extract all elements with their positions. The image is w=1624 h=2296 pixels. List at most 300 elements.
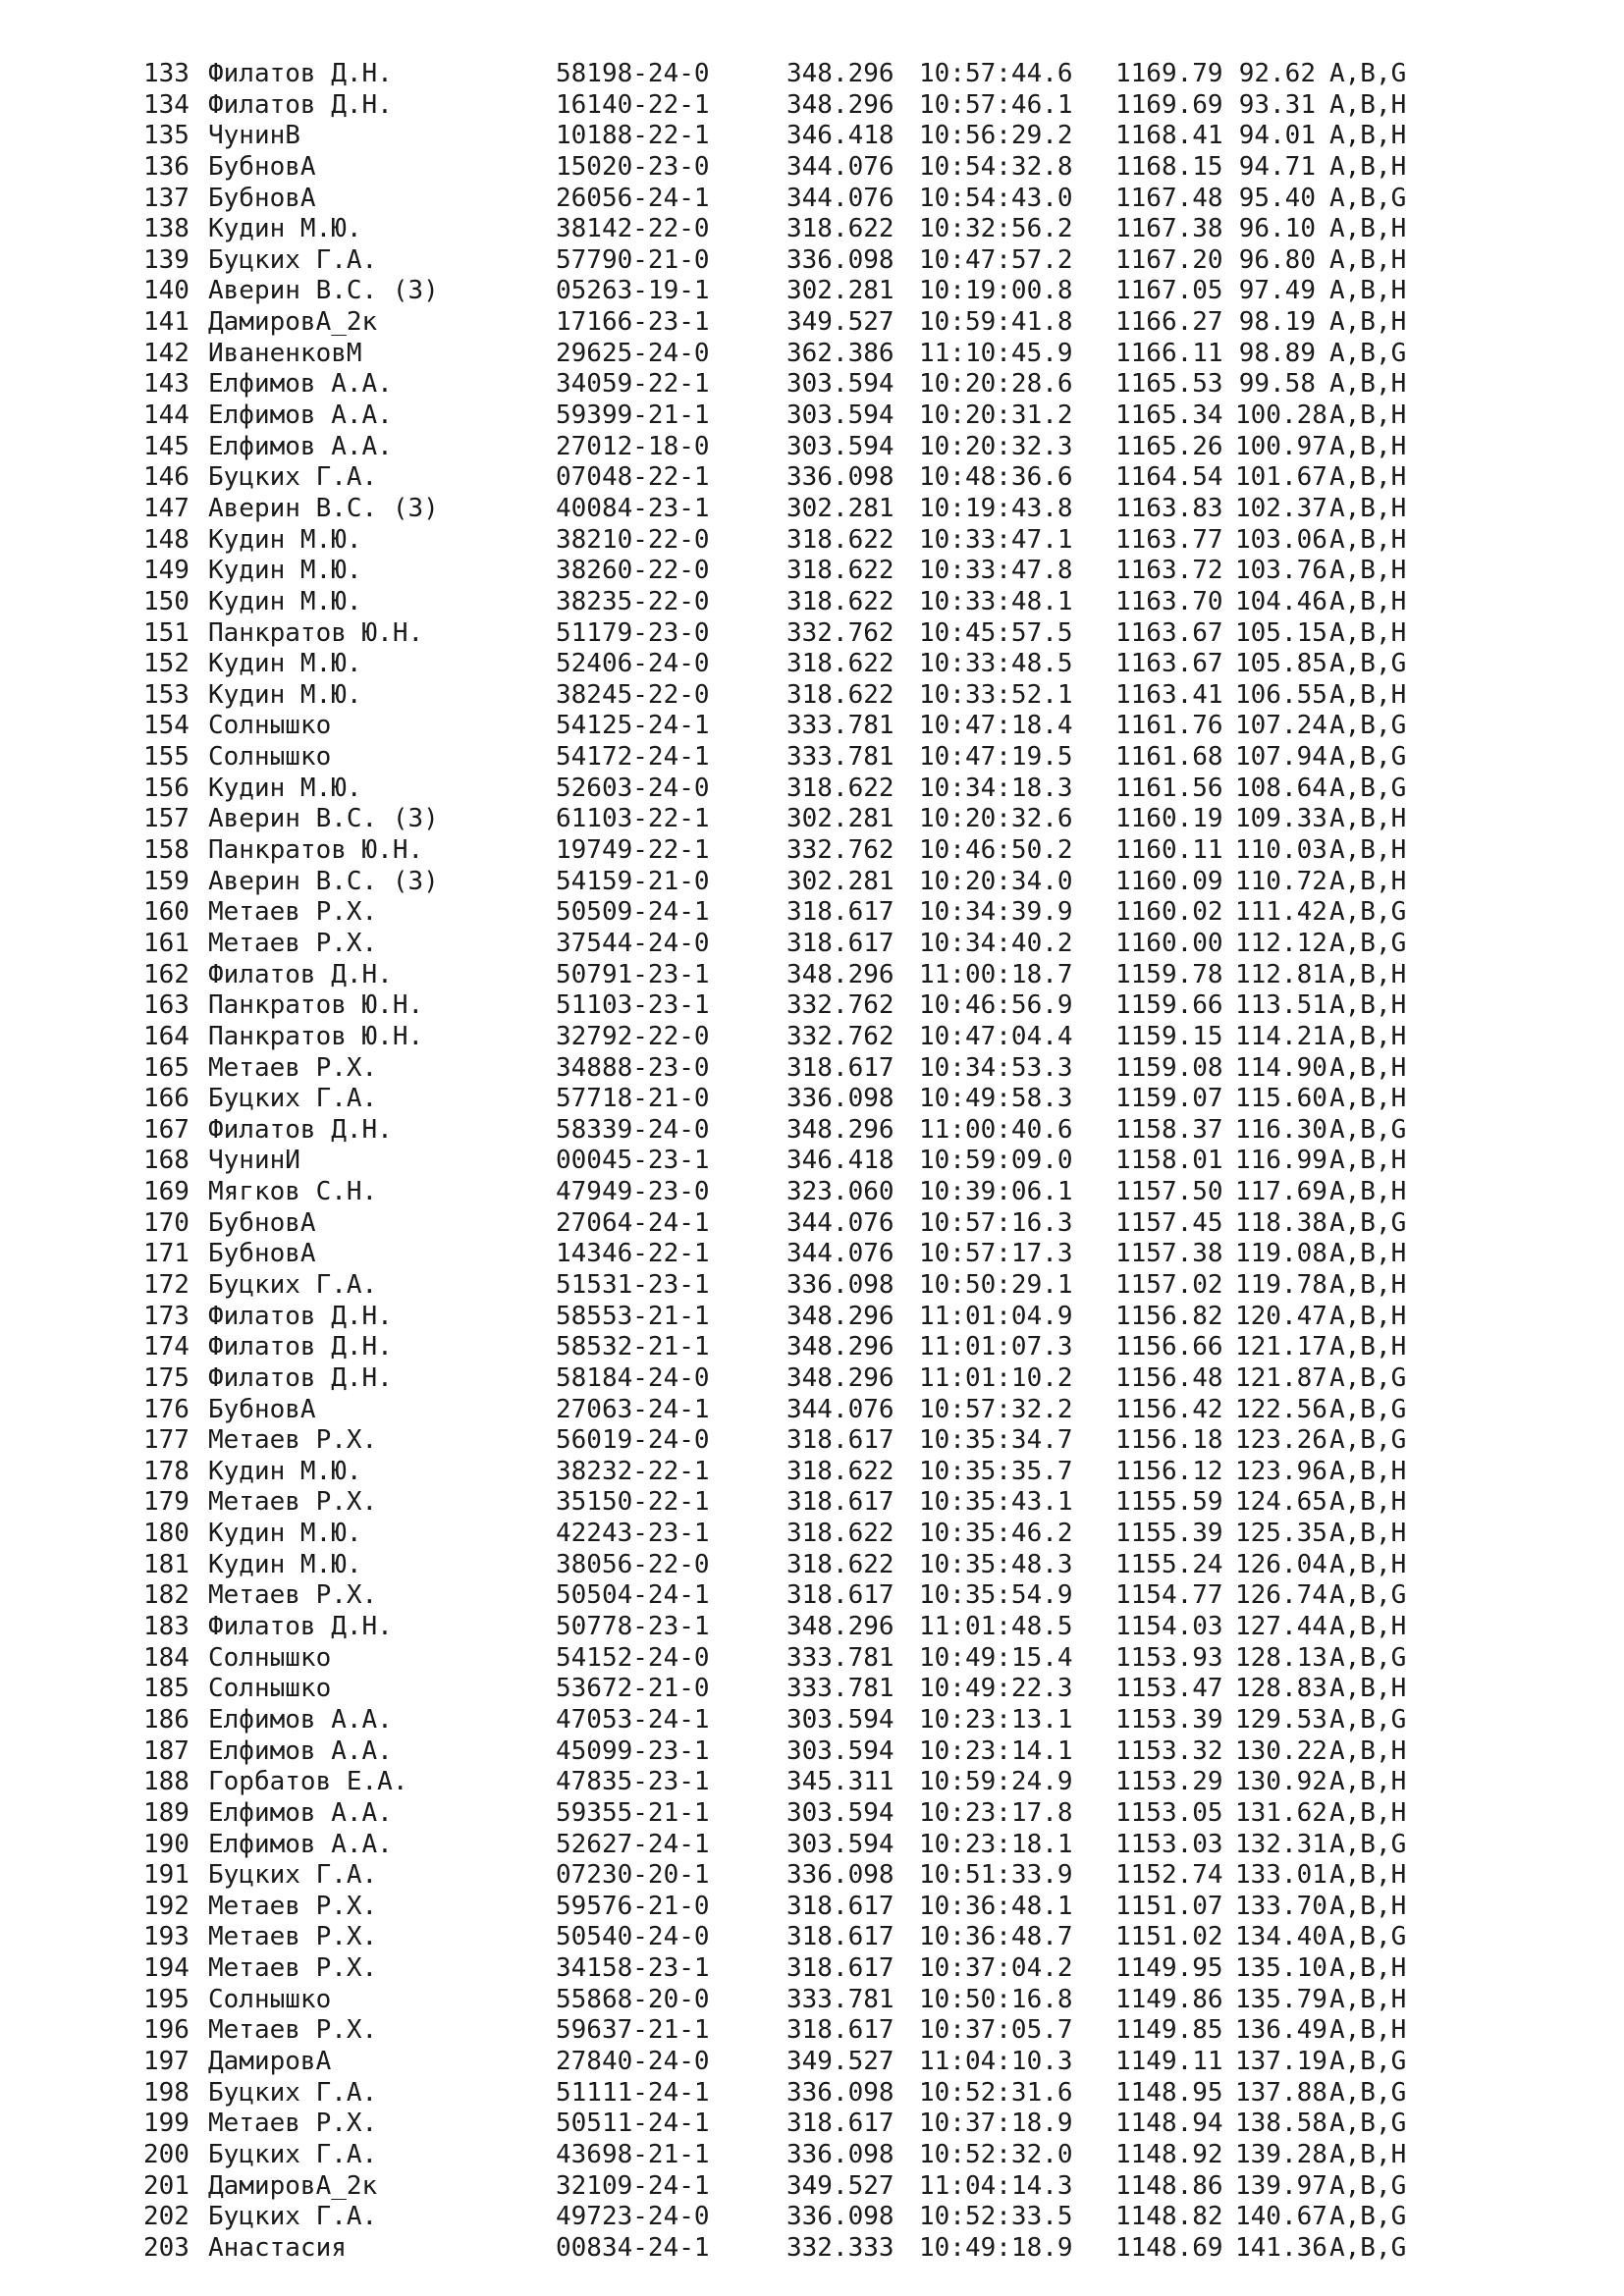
ring-number: 40084-23-1 (556, 493, 710, 523)
arrival-time: 10:39:06.1 (919, 1177, 1073, 1207)
arrival-time: 10:33:48.1 (919, 586, 1073, 616)
groups: A,B,H (1329, 524, 1407, 555)
groups: A,B,H (1329, 1797, 1407, 1828)
row-number: 150 (143, 586, 189, 616)
fancier-name: Метаев Р.Х. (208, 1425, 378, 1456)
coefficient: 137.19 (1235, 2047, 1327, 2076)
ring-number: 50791-23-1 (556, 959, 710, 989)
fancier-name: Филатов Д.Н. (208, 89, 393, 120)
distance: 318.617 (786, 2109, 894, 2139)
ring-number: 26056-24-1 (556, 183, 710, 213)
fancier-name: ЧунинВ (208, 121, 300, 151)
fancier-name: Метаев Р.Х. (208, 897, 378, 928)
ring-number: 55868-20-0 (556, 1984, 710, 2014)
speed: 1157.38 (1115, 1239, 1223, 1269)
arrival-time: 10:57:32.2 (919, 1394, 1073, 1424)
distance: 348.296 (786, 1301, 894, 1331)
row-number: 195 (143, 1984, 189, 2014)
speed: 1165.53 (1115, 369, 1223, 400)
speed: 1154.77 (1115, 1580, 1223, 1611)
row-number: 154 (143, 711, 189, 741)
coefficient: 103.06 (1235, 524, 1327, 555)
ring-number: 27012-18-0 (556, 431, 710, 461)
speed: 1148.69 (1115, 2232, 1223, 2263)
arrival-time: 10:54:32.8 (919, 151, 1073, 182)
arrival-time: 10:35:54.9 (919, 1580, 1073, 1611)
fancier-name: ДамировА (208, 2047, 332, 2076)
ring-number: 51103-23-1 (556, 990, 710, 1021)
arrival-time: 10:23:18.1 (919, 1829, 1073, 1859)
fancier-name: Солнышко (208, 1674, 332, 1704)
arrival-time: 10:47:04.4 (919, 1021, 1073, 1051)
coefficient: 128.13 (1235, 1642, 1327, 1673)
groups: A,B,H (1329, 1767, 1407, 1797)
arrival-time: 10:57:17.3 (919, 1239, 1073, 1269)
ring-number: 34158-23-1 (556, 1953, 710, 1984)
ring-number: 49723-24-0 (556, 2202, 710, 2232)
speed: 1161.76 (1115, 711, 1223, 741)
arrival-time: 11:01:04.9 (919, 1301, 1073, 1331)
arrival-time: 10:35:46.2 (919, 1519, 1073, 1549)
speed: 1158.01 (1115, 1146, 1223, 1176)
coefficient: 137.88 (1235, 2077, 1327, 2108)
speed: 1163.41 (1115, 679, 1223, 710)
ring-number: 58553-21-1 (556, 1301, 710, 1331)
fancier-name: Аверин В.С. (З) (208, 493, 439, 523)
distance: 346.418 (786, 121, 894, 151)
ring-number: 10188-22-1 (556, 121, 710, 151)
groups: A,B,H (1329, 2139, 1407, 2169)
distance: 336.098 (786, 462, 894, 493)
speed: 1148.95 (1115, 2077, 1223, 2108)
distance: 348.296 (786, 89, 894, 120)
row-number: 194 (143, 1953, 189, 1984)
arrival-time: 10:59:24.9 (919, 1767, 1073, 1797)
coefficient: 112.81 (1235, 959, 1327, 989)
fancier-name: Панкратов Ю.Н. (208, 1021, 424, 1051)
speed: 1160.02 (1115, 897, 1223, 928)
ring-number: 45099-23-1 (556, 1735, 710, 1766)
distance: 336.098 (786, 2202, 894, 2232)
fancier-name: Филатов Д.Н. (208, 959, 393, 989)
groups: A,B,H (1329, 2015, 1407, 2046)
row-number: 161 (143, 928, 189, 958)
coefficient: 95.40 (1238, 183, 1316, 213)
arrival-time: 10:33:48.5 (919, 649, 1073, 679)
distance: 303.594 (786, 1735, 894, 1766)
groups: A,B,G (1329, 1114, 1407, 1145)
distance: 344.076 (786, 183, 894, 213)
coefficient: 135.79 (1235, 1984, 1327, 2014)
distance: 318.622 (786, 1549, 894, 1579)
ring-number: 29625-24-0 (556, 338, 710, 368)
row-number: 168 (143, 1146, 189, 1176)
groups: A,B,G (1329, 649, 1407, 679)
fancier-name: Мягков С.Н. (208, 1177, 378, 1207)
coefficient: 114.21 (1235, 1021, 1327, 1051)
row-number: 184 (143, 1642, 189, 1673)
row-number: 146 (143, 462, 189, 493)
coefficient: 116.99 (1235, 1146, 1327, 1176)
row-number: 141 (143, 307, 189, 338)
distance: 344.076 (786, 151, 894, 182)
speed: 1163.67 (1115, 617, 1223, 648)
row-number: 183 (143, 1612, 189, 1642)
distance: 318.617 (786, 1052, 894, 1083)
ring-number: 14346-22-1 (556, 1239, 710, 1269)
fancier-name: Буцких Г.А. (208, 2139, 378, 2169)
coefficient: 129.53 (1235, 1704, 1327, 1735)
groups: A,B,G (1329, 897, 1407, 928)
arrival-time: 11:01:48.5 (919, 1612, 1073, 1642)
speed: 1159.15 (1115, 1021, 1223, 1051)
coefficient: 121.87 (1235, 1362, 1327, 1393)
row-number: 171 (143, 1239, 189, 1269)
fancier-name: Елфимов А.А. (208, 1829, 393, 1859)
ring-number: 38210-22-0 (556, 524, 710, 555)
ring-number: 34059-22-1 (556, 369, 710, 400)
groups: A,B,G (1329, 2232, 1407, 2263)
row-number: 149 (143, 556, 189, 586)
speed: 1168.41 (1115, 121, 1223, 151)
coefficient: 110.72 (1235, 866, 1327, 896)
fancier-name: Кудин М.Ю. (208, 1519, 362, 1549)
arrival-time: 10:45:57.5 (919, 617, 1073, 648)
coefficient: 120.47 (1235, 1301, 1327, 1331)
arrival-time: 11:01:10.2 (919, 1362, 1073, 1393)
arrival-time: 10:19:00.8 (919, 276, 1073, 306)
ring-number: 34888-23-0 (556, 1052, 710, 1083)
coefficient: 105.85 (1235, 649, 1327, 679)
speed: 1168.15 (1115, 151, 1223, 182)
ring-number: 54172-24-1 (556, 742, 710, 773)
fancier-name: Кудин М.Ю. (208, 556, 362, 586)
distance: 318.617 (786, 1922, 894, 1952)
groups: A,B,G (1329, 1425, 1407, 1456)
ring-number: 32109-24-1 (556, 2170, 710, 2201)
groups: A,B,H (1329, 617, 1407, 648)
groups: A,B,H (1329, 276, 1407, 306)
fancier-name: Кудин М.Ю. (208, 1549, 362, 1579)
fancier-name: Аверин В.С. (З) (208, 866, 439, 896)
fancier-name: Буцких Г.А. (208, 2202, 378, 2232)
groups: A,B,G (1329, 338, 1407, 368)
coefficient: 116.30 (1235, 1114, 1327, 1145)
coefficient: 139.28 (1235, 2139, 1327, 2169)
distance: 302.281 (786, 493, 894, 523)
ring-number: 50504-24-1 (556, 1580, 710, 1611)
arrival-time: 10:20:34.0 (919, 866, 1073, 896)
distance: 318.622 (786, 556, 894, 586)
distance: 333.781 (786, 1642, 894, 1673)
coefficient: 125.35 (1235, 1519, 1327, 1549)
arrival-time: 10:50:29.1 (919, 1269, 1073, 1300)
distance: 349.527 (786, 2170, 894, 2201)
speed: 1159.66 (1115, 990, 1223, 1021)
arrival-time: 10:47:18.4 (919, 711, 1073, 741)
arrival-time: 10:37:05.7 (919, 2015, 1073, 2046)
arrival-time: 11:01:07.3 (919, 1332, 1073, 1362)
ring-number: 52627-24-1 (556, 1829, 710, 1859)
distance: 336.098 (786, 1269, 894, 1300)
distance: 318.617 (786, 1487, 894, 1518)
arrival-time: 10:52:32.0 (919, 2139, 1073, 2169)
fancier-name: Буцких Г.А. (208, 1084, 378, 1114)
fancier-name: Филатов Д.Н. (208, 59, 393, 88)
fancier-name: Елфимов А.А. (208, 369, 393, 400)
ring-number: 35150-22-1 (556, 1487, 710, 1518)
fancier-name: Буцких Г.А. (208, 1269, 378, 1300)
groups: A,B,G (1329, 1829, 1407, 1859)
row-number: 185 (143, 1674, 189, 1704)
ring-number: 58198-24-0 (556, 59, 710, 88)
distance: 346.418 (786, 1146, 894, 1176)
groups: A,B,H (1329, 1146, 1407, 1176)
arrival-time: 10:52:31.6 (919, 2077, 1073, 2108)
arrival-time: 10:34:39.9 (919, 897, 1073, 928)
distance: 318.622 (786, 773, 894, 803)
row-number: 176 (143, 1394, 189, 1424)
speed: 1161.56 (1115, 773, 1223, 803)
ring-number: 27064-24-1 (556, 1207, 710, 1238)
fancier-name: Солнышко (208, 1984, 332, 2014)
row-number: 190 (143, 1829, 189, 1859)
coefficient: 98.89 (1238, 338, 1316, 368)
ring-number: 05263-19-1 (556, 276, 710, 306)
coefficient: 99.58 (1238, 369, 1316, 400)
speed: 1149.85 (1115, 2015, 1223, 2046)
groups: A,B,H (1329, 493, 1407, 523)
row-number: 164 (143, 1021, 189, 1051)
coefficient: 134.40 (1235, 1922, 1327, 1952)
distance: 303.594 (786, 1829, 894, 1859)
fancier-name: БубновА (208, 1207, 316, 1238)
coefficient: 117.69 (1235, 1177, 1327, 1207)
speed: 1163.67 (1115, 649, 1223, 679)
fancier-name: Буцких Г.А. (208, 244, 378, 275)
speed: 1155.39 (1115, 1519, 1223, 1549)
distance: 348.296 (786, 59, 894, 88)
fancier-name: БубновА (208, 1239, 316, 1269)
groups: A,B,H (1329, 1332, 1407, 1362)
groups: A,B,G (1329, 1580, 1407, 1611)
arrival-time: 10:37:18.9 (919, 2109, 1073, 2139)
row-number: 166 (143, 1084, 189, 1114)
speed: 1153.29 (1115, 1767, 1223, 1797)
row-number: 152 (143, 649, 189, 679)
ring-number: 59355-21-1 (556, 1797, 710, 1828)
ring-number: 57718-21-0 (556, 1084, 710, 1114)
ring-number: 51531-23-1 (556, 1269, 710, 1300)
coefficient: 130.22 (1235, 1735, 1327, 1766)
speed: 1158.37 (1115, 1114, 1223, 1145)
arrival-time: 10:37:04.2 (919, 1953, 1073, 1984)
distance: 349.527 (786, 307, 894, 338)
fancier-name: Метаев Р.Х. (208, 1922, 378, 1952)
speed: 1157.50 (1115, 1177, 1223, 1207)
fancier-name: Метаев Р.Х. (208, 2015, 378, 2046)
coefficient: 140.67 (1235, 2202, 1327, 2232)
distance: 344.076 (786, 1239, 894, 1269)
distance: 336.098 (786, 2077, 894, 2108)
row-number: 160 (143, 897, 189, 928)
ring-number: 38235-22-0 (556, 586, 710, 616)
speed: 1160.11 (1115, 835, 1223, 866)
fancier-name: Анастасия (208, 2232, 347, 2263)
arrival-time: 11:00:40.6 (919, 1114, 1073, 1145)
ring-number: 57790-21-0 (556, 244, 710, 275)
distance: 332.762 (786, 990, 894, 1021)
coefficient: 102.37 (1235, 493, 1327, 523)
groups: A,B,H (1329, 1021, 1407, 1051)
speed: 1156.66 (1115, 1332, 1223, 1362)
speed: 1148.86 (1115, 2170, 1223, 2201)
row-number: 159 (143, 866, 189, 896)
row-number: 174 (143, 1332, 189, 1362)
arrival-time: 10:56:29.2 (919, 121, 1073, 151)
ring-number: 51111-24-1 (556, 2077, 710, 2108)
ring-number: 52603-24-0 (556, 773, 710, 803)
speed: 1148.92 (1115, 2139, 1223, 2169)
coefficient: 138.58 (1235, 2109, 1327, 2139)
ring-number: 07048-22-1 (556, 462, 710, 493)
distance: 318.617 (786, 1580, 894, 1611)
arrival-time: 10:50:16.8 (919, 1984, 1073, 2014)
groups: A,B,G (1329, 773, 1407, 803)
coefficient: 113.51 (1235, 990, 1327, 1021)
groups: A,B,H (1329, 1084, 1407, 1114)
groups: A,B,H (1329, 214, 1407, 244)
coefficient: 122.56 (1235, 1394, 1327, 1424)
groups: A,B,H (1329, 89, 1407, 120)
row-number: 187 (143, 1735, 189, 1766)
coefficient: 101.67 (1235, 462, 1327, 493)
speed: 1167.05 (1115, 276, 1223, 306)
distance: 333.781 (786, 1674, 894, 1704)
fancier-name: Кудин М.Ю. (208, 679, 362, 710)
row-number: 178 (143, 1456, 189, 1486)
fancier-name: Филатов Д.Н. (208, 1301, 393, 1331)
row-number: 157 (143, 804, 189, 834)
speed: 1156.18 (1115, 1425, 1223, 1456)
fancier-name: Метаев Р.Х. (208, 1487, 378, 1518)
row-number: 133 (143, 59, 189, 88)
speed: 1153.93 (1115, 1642, 1223, 1673)
arrival-time: 10:35:43.1 (919, 1487, 1073, 1518)
arrival-time: 10:34:18.3 (919, 773, 1073, 803)
ring-number: 15020-23-0 (556, 151, 710, 182)
ring-number: 59399-21-1 (556, 400, 710, 431)
distance: 318.617 (786, 897, 894, 928)
ring-number: 37544-24-0 (556, 928, 710, 958)
fancier-name: Елфимов А.А. (208, 1704, 393, 1735)
fancier-name: Солнышко (208, 711, 332, 741)
row-number: 172 (143, 1269, 189, 1300)
distance: 332.762 (786, 617, 894, 648)
groups: A,B,H (1329, 1177, 1407, 1207)
row-number: 175 (143, 1362, 189, 1393)
coefficient: 130.92 (1235, 1767, 1327, 1797)
fancier-name: Солнышко (208, 1642, 332, 1673)
arrival-time: 11:10:45.9 (919, 338, 1073, 368)
distance: 302.281 (786, 866, 894, 896)
distance: 348.296 (786, 959, 894, 989)
groups: A,B,H (1329, 1052, 1407, 1083)
speed: 1166.11 (1115, 338, 1223, 368)
coefficient: 107.24 (1235, 711, 1327, 741)
arrival-time: 10:33:47.8 (919, 556, 1073, 586)
groups: A,B,H (1329, 586, 1407, 616)
coefficient: 123.26 (1235, 1425, 1327, 1456)
groups: A,B,H (1329, 990, 1407, 1021)
groups: A,B,G (1329, 183, 1407, 213)
ring-number: 16140-22-1 (556, 89, 710, 120)
distance: 318.617 (786, 1891, 894, 1921)
coefficient: 131.62 (1235, 1797, 1327, 1828)
distance: 318.617 (786, 1953, 894, 1984)
row-number: 144 (143, 400, 189, 431)
row-number: 181 (143, 1549, 189, 1579)
distance: 318.622 (786, 1519, 894, 1549)
fancier-name: Буцких Г.А. (208, 1860, 378, 1891)
distance: 303.594 (786, 400, 894, 431)
fancier-name: Елфимов А.А. (208, 400, 393, 431)
ring-number: 50509-24-1 (556, 897, 710, 928)
distance: 348.296 (786, 1612, 894, 1642)
groups: A,B,G (1329, 1394, 1407, 1424)
groups: A,B,H (1329, 400, 1407, 431)
fancier-name: Метаев Р.Х. (208, 1953, 378, 1984)
speed: 1156.48 (1115, 1362, 1223, 1393)
speed: 1163.77 (1115, 524, 1223, 555)
speed: 1153.32 (1115, 1735, 1223, 1766)
ring-number: 38142-22-0 (556, 214, 710, 244)
row-number: 156 (143, 773, 189, 803)
row-number: 143 (143, 369, 189, 400)
fancier-name: Солнышко (208, 742, 332, 773)
coefficient: 115.60 (1235, 1084, 1327, 1114)
row-number: 196 (143, 2015, 189, 2046)
speed: 1153.05 (1115, 1797, 1223, 1828)
ring-number: 38232-22-1 (556, 1456, 710, 1486)
distance: 318.617 (786, 2015, 894, 2046)
arrival-time: 10:23:13.1 (919, 1704, 1073, 1735)
row-number: 177 (143, 1425, 189, 1456)
arrival-time: 10:47:57.2 (919, 244, 1073, 275)
speed: 1165.34 (1115, 400, 1223, 431)
groups: A,B,G (1329, 711, 1407, 741)
distance: 318.617 (786, 928, 894, 958)
fancier-name: Кудин М.Ю. (208, 649, 362, 679)
groups: A,B,H (1329, 307, 1407, 338)
row-number: 180 (143, 1519, 189, 1549)
row-number: 135 (143, 121, 189, 151)
speed: 1157.45 (1115, 1207, 1223, 1238)
arrival-time: 10:34:40.2 (919, 928, 1073, 958)
arrival-time: 10:57:46.1 (919, 89, 1073, 120)
distance: 333.781 (786, 1984, 894, 2014)
distance: 336.098 (786, 1860, 894, 1891)
row-number: 173 (143, 1301, 189, 1331)
groups: A,B,H (1329, 1735, 1407, 1766)
row-number: 170 (143, 1207, 189, 1238)
fancier-name: Буцких Г.А. (208, 462, 378, 493)
row-number: 155 (143, 742, 189, 773)
ring-number: 19749-22-1 (556, 835, 710, 866)
row-number: 165 (143, 1052, 189, 1083)
distance: 348.296 (786, 1114, 894, 1145)
groups: A,B,H (1329, 679, 1407, 710)
